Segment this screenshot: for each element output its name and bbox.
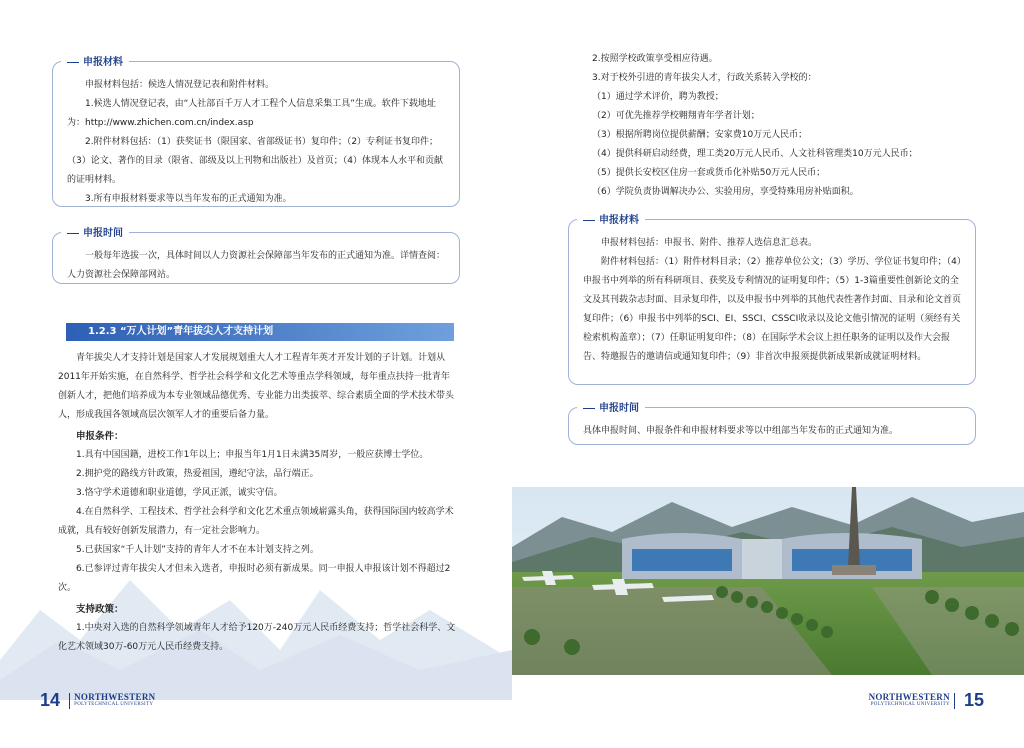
logo-sub: POLYTECHNICAL UNIVERSITY: [74, 701, 154, 707]
paragraph: 申报材料包括：申报书、附件、推荐人选信息汇总表。: [601, 238, 818, 248]
section-title: 1.2.3 “万人计划”青年拔尖人才支持计划: [66, 323, 454, 341]
box-title: 申报时间: [577, 399, 645, 414]
paragraph: 一般每年选拔一次，具体时间以人力资源社会保障部当年发布的正式通知为准。详情查阅：人力资源社会保障部网站。: [67, 251, 446, 280]
condition-item: 3.恪守学术道德和职业道德，学风正派，诚实守信。: [76, 488, 283, 498]
right-materials-box: [568, 215, 976, 385]
page-number: 14: [40, 690, 61, 710]
paragraph: 3.所有申报材料要求等以当年发布的正式通知为准。: [85, 194, 292, 204]
condition-item: 6.已参评过青年拔尖人才但未入选者，申报时必须有新成果。同一申报人申报该计划不得超过2次。: [58, 564, 451, 593]
university-logo: [69, 693, 155, 709]
list-item: 2.按照学校政策享受相应待遇。: [592, 54, 718, 64]
campus-photo: [512, 487, 1024, 675]
page-number: 15: [963, 690, 984, 710]
paragraph: 申报材料包括：候选人情况登记表和附件材料。: [85, 80, 275, 90]
list-item: （4）提供科研启动经费，理工类20万元人民币、人文社科管理类10万元人民币；: [592, 149, 918, 159]
left-body: [58, 349, 458, 657]
right-page: [512, 0, 1024, 748]
footer: [869, 690, 984, 711]
university-logo: [869, 693, 955, 709]
paragraph: 附件材料包括：（1）附件材料目录；（2）推荐单位公文；（3）学历、学位证书复印件；（4）申报书中列举的所有科研项目、获奖及专利情况的证明复印件；（5）1-3篇重要性创新论文的全文及其刊载杂志封面、目录复印件，以及申报书中列举的其他代表性著作封面、目录和论文首页复印件；（6）申报书中列举的SCI、EI、SSCI、CSSCI收录以及论文他引情况的证明（须经有关检索机构盖章）；（7）任职证明复印件；（8）在国际学术会议上担任职务的证明以及作大会报告、特邀报告的邀请信或通知复印件；（9）非首次申报须提供新成果新成就证明材料。: [583, 257, 962, 362]
condition-item: 4.在自然科学、工程技术、哲学社会科学和文化艺术重点领域崭露头角，获得国际国内较高学术成就，具有较好创新发展潜力，有一定社会影响力。: [58, 507, 454, 536]
paragraph: 2.附件材料包括：（1）获奖证书（限国家、省部级证书）复印件；（2）专利证书复印件；（3）论文、著作的目录（限省、部级及以上刊物和出版社）及首页；（4）体现本人水平和贡献的证明材料。: [67, 137, 443, 185]
right-time-box: [568, 403, 976, 445]
list-item: （2）可优先推荐学校翱翔青年学者计划；: [592, 111, 760, 121]
support-heading: 支持政策：: [76, 604, 124, 615]
left-time-box: [52, 228, 460, 284]
footer: [40, 690, 155, 711]
logo-sub: POLYTECHNICAL UNIVERSITY: [870, 701, 950, 707]
box-title: 申报材料: [61, 53, 129, 68]
paragraph: 1.候选人情况登记表，由“人社部百千万人才工程个人信息采集工具”生成。软件下载地址为：http://www.zhichen.com.cn/index.asp: [67, 99, 436, 128]
right-top-list: [592, 50, 1012, 202]
condition-item: 2.拥护党的路线方针政策，热爱祖国，遵纪守法，品行端正。: [76, 469, 319, 479]
logo-name: NORTHWESTERN: [868, 691, 950, 702]
list-item: （5）提供长安校区住房一套或货币化补贴50万元人民币；: [592, 168, 826, 178]
conditions-heading: 申报条件：: [76, 431, 124, 442]
logo-name: NORTHWESTERN: [74, 691, 156, 702]
condition-item: 5.已获国家“千人计划”支持的青年人才不在本计划支持之列。: [76, 545, 319, 555]
intro-paragraph: 青年拔尖人才支持计划是国家人才发展规划重大人才工程青年英才开发计划的子计划。计划从2011年开始实施，在自然科学、哲学社会科学和文化艺术等重点学科领域，每年重点扶持一批青年创新人才，把他们培养成为本专业领域品德优秀、专业能力出类拔萃、综合素质全面的学术技术带头人，形成我国各领域高层次领军人才的重要后备力量。: [58, 353, 455, 420]
list-item: （1）通过学术评价，聘为教授；: [592, 92, 724, 102]
condition-item: 1.具有中国国籍，进校工作1年以上；申报当年1月1日未满35周岁，一般应获博士学位。: [76, 450, 429, 460]
box-title: 申报材料: [577, 211, 645, 226]
left-materials-box: [52, 57, 460, 207]
paragraph: 具体申报时间、申报条件和申报材料要求等以中组部当年发布的正式通知为准。: [583, 426, 899, 436]
list-item: （3）根据所聘岗位提供薪酬；安家费10万元人民币；: [592, 130, 808, 140]
box-title: 申报时间: [61, 224, 129, 239]
support-item: 1.中央对入选的自然科学领域青年人才给予120万-240万元人民币经费支持；哲学社会科学、文化艺术领域30万-60万元人民币经费支持。: [58, 623, 456, 652]
list-item: （6）学院负责协调解决办公、实验用房，享受特殊用房补贴面积。: [592, 187, 859, 197]
list-item: 3.对于校外引进的青年拔尖人才，行政关系转入学校的：: [592, 73, 817, 83]
